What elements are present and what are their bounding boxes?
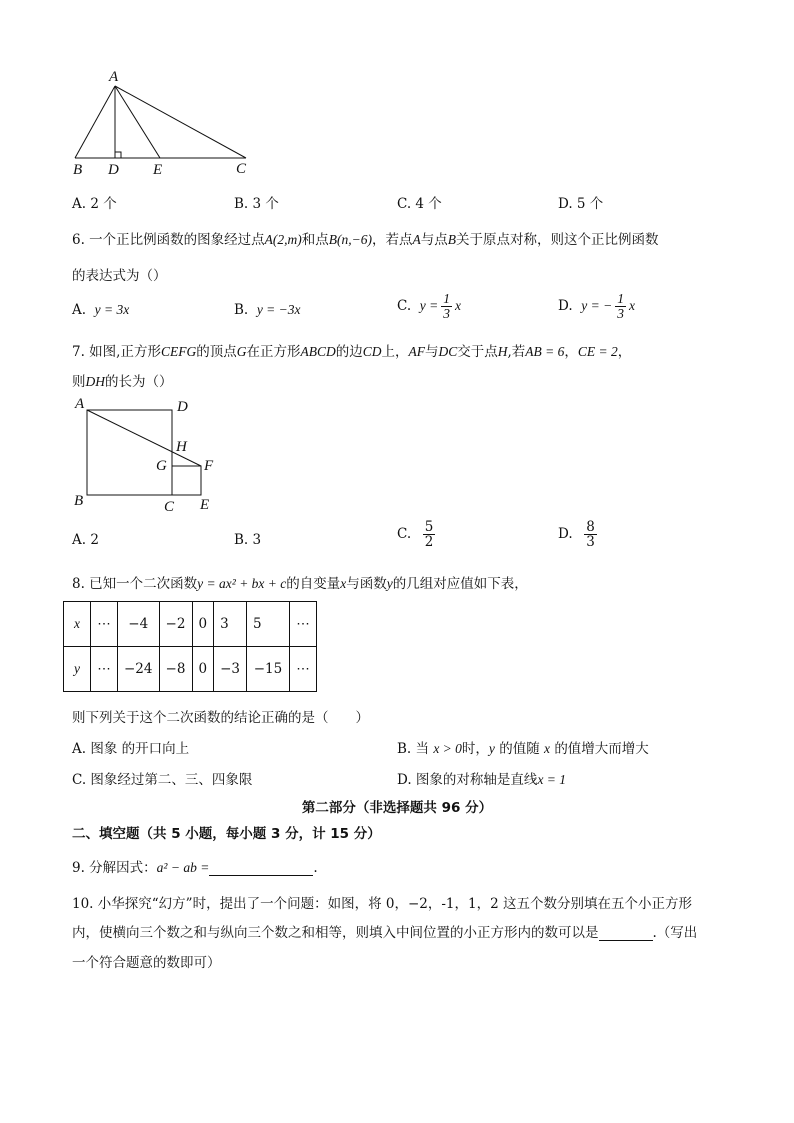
table-cell: −8 — [159, 647, 192, 692]
label-E: E — [153, 162, 163, 178]
label-F: F — [204, 458, 214, 474]
fraction: $\frac{5}{2}$ — [424, 519, 434, 551]
table-cell: 5 — [247, 602, 290, 647]
q9-stem: 9. 分解因式：a² − ab = . — [72, 860, 318, 876]
q7-stem-line2: 则DH的长为（） — [72, 374, 173, 390]
table-cell: ⋯ — [290, 647, 317, 692]
label-E: E — [200, 497, 210, 513]
q6-stem-line1: 6. 一个正比例函数的图象经过点A(2,m)和点B(n,−6)，若点A与点B关于原点对称，则这个正比例函数 — [72, 232, 659, 248]
label-H: H — [176, 439, 187, 455]
q7-stem-line1: 7. 如图,正方形CEFG的顶点G在正方形ABCD的边CD上，AF与DC交于点H,若AB = 6，CE = 2， — [72, 344, 632, 360]
table-cell: ⋯ — [91, 602, 118, 647]
table-cell: −2 — [159, 602, 192, 647]
q5-option-d[interactable]: D. 5 个 — [558, 196, 604, 212]
q8-option-d[interactable]: D. 图象的对称轴是直线x = 1 — [397, 772, 567, 788]
table-cell: −15 — [247, 647, 290, 692]
q8-stem-line1: 8. 已知一个二次函数y = ax² + bx + c的自变量x与函数y的几组对应值如下表， — [72, 576, 528, 592]
table-cell: ⋯ — [290, 602, 317, 647]
q8-option-b[interactable]: B. 当 x > 0时，y 的值随 x 的值增大而增大 — [397, 741, 649, 757]
label-A: A — [75, 396, 85, 412]
q10-stem-line2: 内，使横向三个数之和与纵向三个数之和相等，则填入中间位置的小正方形内的数可以是 .（写出 — [72, 925, 698, 941]
table-cell: x — [64, 602, 91, 647]
label-A: A — [109, 69, 119, 85]
table-cell: −24 — [118, 647, 160, 692]
squares-figure — [70, 392, 230, 517]
table-cell: ⋯ — [91, 647, 118, 692]
fraction: $\frac{8}{3}$ — [586, 519, 595, 551]
table-row — [64, 602, 317, 647]
triangle-figure — [68, 66, 258, 181]
label-C: C — [164, 499, 175, 515]
section-title: 二、填空题（共 5 小题，每小题 3 分，计 15 分） — [72, 826, 381, 842]
q10-stem-line1: 10. 小华探究“幻方”时，提出了一个问题：如图，将 0，−2，-1，1，2 这五个数分别填在五个小正方形 — [72, 896, 692, 912]
q10-stem-line3: 一个符合题意的数即可） — [72, 955, 221, 971]
q8-option-a[interactable]: A. 图象 的开口向上 — [72, 741, 190, 757]
table-cell: y — [64, 647, 91, 692]
q6-stem-line2: 的表达式为（） — [72, 268, 167, 284]
q6-option-c[interactable]: C. y = $\frac{1}{3}$ x — [397, 291, 461, 322]
fraction: $\frac{1}{3}$ — [617, 291, 624, 322]
q8-option-c[interactable]: C. 图象经过第二、三、四象限 — [72, 772, 253, 788]
table-cell: −3 — [214, 647, 247, 692]
label-B: B — [73, 162, 83, 178]
label-C: C — [236, 161, 247, 177]
label-G: G — [156, 458, 167, 474]
table-cell: −4 — [118, 602, 160, 647]
answer-blank[interactable] — [209, 859, 313, 876]
q7-option-b[interactable]: B. 3 — [234, 532, 262, 548]
answer-blank[interactable] — [599, 924, 653, 941]
label-D: D — [177, 399, 188, 415]
table-cell: 0 — [192, 647, 214, 692]
values-table — [63, 601, 317, 692]
q5-option-c[interactable]: C. 4 个 — [397, 196, 442, 212]
table-row — [64, 647, 317, 692]
q8-stem-line2: 则下列关于这个二次函数的结论正确的是（ ） — [72, 710, 369, 726]
q6-option-b[interactable]: B. y = −3x — [234, 302, 301, 318]
part-title: 第二部分（非选择题共 96 分） — [301, 800, 493, 816]
fraction: $\frac{1}{3}$ — [443, 291, 450, 322]
q6-option-d[interactable]: D. y = − $\frac{1}{3}$ x — [558, 291, 635, 322]
q7-option-c[interactable]: C. $\frac{5}{2}$ — [397, 519, 434, 551]
q5-option-b[interactable]: B. 3 个 — [234, 196, 279, 212]
label-D: D — [108, 162, 119, 178]
q5-option-a[interactable]: A. 2 个 — [72, 196, 117, 212]
label-B: B — [74, 493, 84, 509]
q6-option-a[interactable]: A. y = 3x — [72, 302, 130, 318]
q7-option-d[interactable]: D. $\frac{8}{3}$ — [558, 519, 595, 551]
table-cell: 0 — [192, 602, 214, 647]
q7-option-a[interactable]: A. 2 — [72, 532, 99, 548]
table-cell: 3 — [214, 602, 247, 647]
